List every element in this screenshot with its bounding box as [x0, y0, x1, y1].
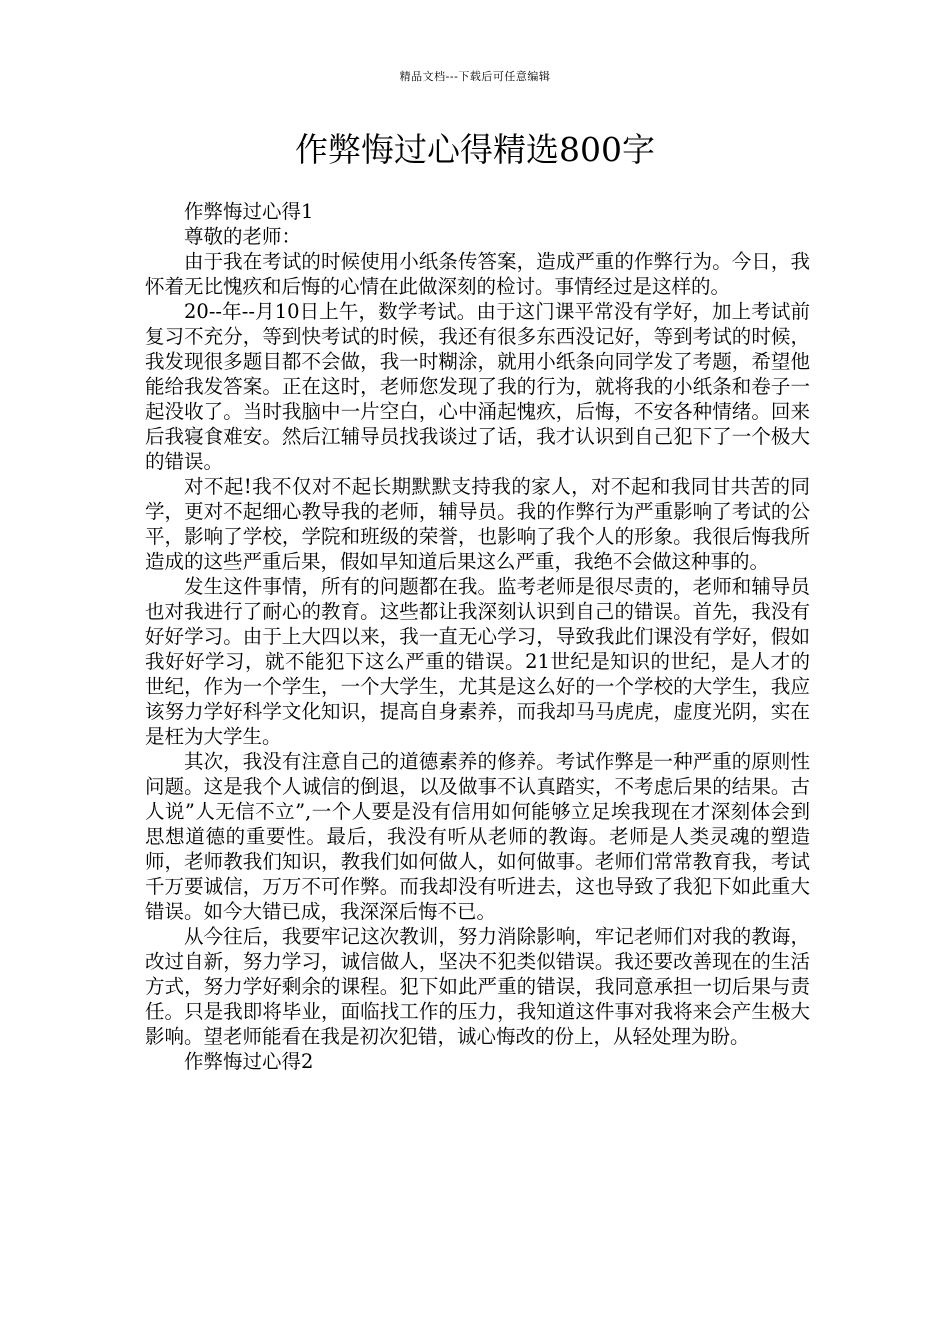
paragraph: 对不起!我不仅对不起长期默默支持我的家人，对不起和我同甘共苦的同学，更对不起细心教导我的老师，辅导员。我的作弊行为严重影响了考试的公平，影响了学校，学院和班级的荣誉，也影响了我个人的形象。我很后悔我所造成的这些严重后果，假如早知道后果这么严重，我绝不会做这种事的。	[145, 475, 810, 573]
document-body	[145, 199, 810, 1074]
section-heading-2: 作弊悔过心得2	[184, 1050, 314, 1073]
paragraph: 发生这件事情，所有的问题都在我。监考老师是很尽责的，老师和辅导员也对我进行了耐心的教育。这些都让我深刻认识到自己的错误。首先，我没有好好学习。由于上大四以来，我一直无心学习，导致我此们课没有学好，假如我好好学习，就不能犯下这么严重的错误。21世纪是知识的世纪，是人才的世纪，作为一个学生，一个大学生，尤其是这么好的一个学校的大学生，我应该努力学好科学文化知识，提高自身素养，而我却马马虎虎，虚度光阴，实在是枉为大学生。	[145, 575, 810, 748]
page-header-note: 精品文档---下载后可任意编辑	[399, 70, 551, 83]
paragraph: 从今往后，我要牢记这次教训，努力消除影响，牢记老师们对我的教诲，改过自新，努力学习，诚信做人，坚决不犯类似错误。我还要改善现在的生活方式，努力学好剩余的课程。犯下如此严重的错误，我同意承担一切后果与责任。只是我即将毕业，面临找工作的压力，我知道这件事对我将来会产生极大影响。望老师能看在我是初次犯错，诚心悔改的份上，从轻处理为盼。	[145, 925, 810, 1048]
salutation: 尊敬的老师：	[184, 225, 302, 248]
section-heading-1: 作弊悔过心得1	[184, 200, 314, 223]
paragraph: 由于我在考试的时候使用小纸条传答案，造成严重的作弊行为。今日，我怀着无比愧疚和后悔的心情在此做深刻的检讨。事情经过是这样的。	[145, 250, 810, 298]
paragraph: 其次，我没有注意自己的道德素养的修养。考试作弊是一种严重的原则性问题。这是我个人诚信的倒退，以及做事不认真踏实，不考虑后果的结果。古人说”人无信不立”,一个人要是没有信用如何能够立足埃我现在才深刻体会到思想道德的重要性。最后，我没有听从老师的教诲。老师是人类灵魂的塑造师，老师教我们知识，教我们如何做人，如何做事。老师们常常教育我，考试千万要诚信，万万不可作弊。而我却没有听进去，这也导致了我犯下如此重大错误。如今大错已成，我深深后悔不已。	[145, 750, 810, 923]
paragraph: 20--年--月10日上午，数学考试。由于这门课平常没有学好，加上考试前复习不充分，等到快考试的时候，我还有很多东西没记好，等到考试的时候，我发现很多题目都不会做，我一时糊涂，就用小纸条向同学发了考题，希望他能给我发答案。正在这时，老师您发现了我的行为，就将我的小纸条和卷子一起没收了。当时我脑中一片空白，心中涌起愧疚，后悔，不安各种情绪。回来后我寝食难安。然后江辅导员找我谈过了话，我才认识到自己犯下了一个极大的错误。	[145, 300, 810, 473]
document-title: 作弊悔过心得精选800字	[295, 130, 655, 169]
